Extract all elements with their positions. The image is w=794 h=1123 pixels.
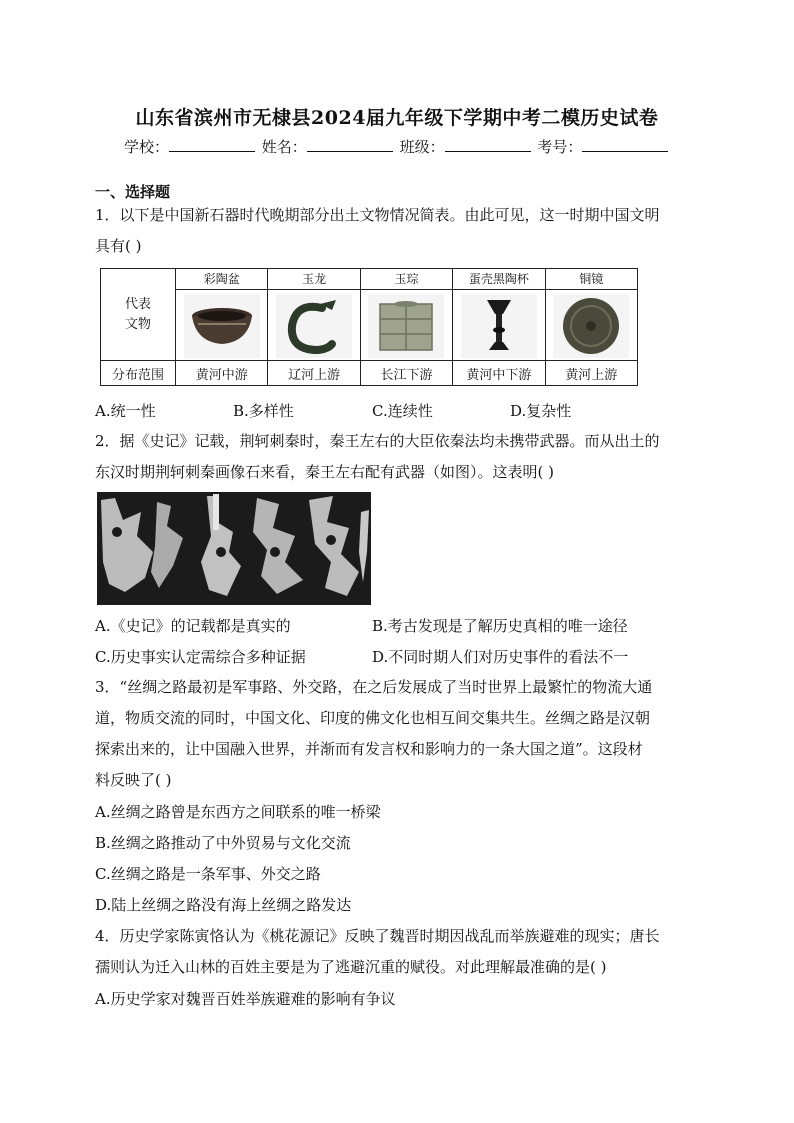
stone-relief-rubbing-image <box>97 492 371 605</box>
region-cell: 辽河上游 <box>268 361 360 386</box>
eggshell-black-pottery-cup-image <box>461 294 537 358</box>
bronze-mirror-image <box>553 294 629 358</box>
student-info-line <box>124 136 670 157</box>
relic-name-cell: 铜镜 <box>545 269 637 290</box>
q4-stem-line1: 4．历史学家陈寅恪认为《桃花源记》反映了魏晋时期因战乱而举族避难的现实；唐长 <box>95 927 660 945</box>
q1-stem-line1: 1．以下是中国新石器时代晚期部分出土文物情况简表。由此可见，这一时期中国文明 <box>95 206 660 224</box>
exam-no-blank[interactable] <box>582 137 668 152</box>
q1-option-b[interactable]: B.多样性 <box>233 402 294 420</box>
q2-option-d[interactable]: D.不同时期人们对历史事件的看法不一 <box>372 648 629 666</box>
region-cell: 长江下游 <box>360 361 452 386</box>
region-cell: 黄河中下游 <box>453 361 545 386</box>
relic-image-cell <box>453 289 545 361</box>
school-blank[interactable] <box>169 137 255 152</box>
relics-table <box>100 268 638 386</box>
q1-option-d[interactable]: D.复杂性 <box>510 402 572 420</box>
q4-stem-line2: 孺则认为迁入山林的百姓主要是为了逃避沉重的赋役。对此理解最准确的是( ) <box>95 958 607 976</box>
relic-name-cell: 玉琮 <box>360 269 452 290</box>
q3-stem-line3: 探索出来的，让中国融入世界，并渐而有发言权和影响力的一条大国之道”。这段材 <box>95 740 643 758</box>
relic-image-cell <box>268 289 360 361</box>
relic-name-cell: 玉龙 <box>268 269 360 290</box>
relic-name-cell: 蛋壳黑陶杯 <box>453 269 545 290</box>
q3-option-c[interactable]: C.丝绸之路是一条军事、外交之路 <box>95 865 321 883</box>
q2-option-b[interactable]: B.考古发现是了解历史真相的唯一途径 <box>372 617 628 635</box>
region-cell: 黄河中游 <box>176 361 268 386</box>
q3-option-d[interactable]: D.陆上丝绸之路没有海上丝绸之路发达 <box>95 896 352 914</box>
painted-pottery-basin-image <box>184 294 260 358</box>
distribution-label-cell: 分布范围 <box>101 361 176 386</box>
q2-stem-line2: 东汉时期荆轲刺秦画像石来看，秦王左右配有武器（如图）。这表明( ) <box>95 463 554 481</box>
class-label: 班级： <box>399 138 445 156</box>
name-label: 姓名： <box>261 138 307 156</box>
exam-no-label: 考号： <box>537 138 583 156</box>
section-heading: 一、选择题 <box>95 183 171 201</box>
q3-option-a[interactable]: A.丝绸之路曾是东西方之间联系的唯一桥梁 <box>95 803 381 821</box>
row-label-top: 代表 <box>124 296 151 312</box>
q2-stem-line1: 2．据《史记》记载，荆轲刺秦时，秦王左右的大臣依秦法均未携带武器。而从出土的 <box>95 432 660 450</box>
relic-name-cell: 彩陶盆 <box>176 269 268 290</box>
name-blank[interactable] <box>307 137 393 152</box>
jade-cong-image <box>368 294 444 358</box>
q1-option-a[interactable]: A.统一性 <box>95 402 156 420</box>
q2-option-c[interactable]: C.历史事实认定需综合多种证据 <box>95 648 306 666</box>
q3-stem-line4: 料反映了( ) <box>95 771 172 789</box>
q3-option-b[interactable]: B.丝绸之路推动了中外贸易与文化交流 <box>95 834 351 852</box>
q3-stem-line2: 道，物质交流的同时，中国文化、印度的佛文化也相互间交集共生。丝绸之路是汉朝 <box>95 709 651 727</box>
row-label-bottom: 文物 <box>124 316 151 332</box>
region-cell: 黄河上游 <box>545 361 637 386</box>
q4-option-a[interactable]: A.历史学家对魏晋百姓举族避难的影响有争议 <box>95 990 396 1008</box>
class-blank[interactable] <box>445 137 531 152</box>
relic-image-cell <box>176 289 268 361</box>
relic-image-cell <box>360 289 452 361</box>
q3-stem-line1: 3．“丝绸之路最初是军事路、外交路，在之后发展成了当时世界上最繁忙的物流大通 <box>95 678 653 696</box>
q1-option-c[interactable]: C.连续性 <box>372 402 433 420</box>
q2-option-a[interactable]: A.《史记》的记载都是真实的 <box>95 617 291 635</box>
relic-image-cell <box>545 289 637 361</box>
jade-dragon-image <box>276 294 352 358</box>
school-label: 学校： <box>124 138 170 156</box>
row-label-cell <box>101 269 176 361</box>
q1-stem-line2: 具有( ) <box>95 237 142 255</box>
page-title: 山东省滨州市无棣县2024届九年级下学期中考二模历史试卷 <box>135 107 659 129</box>
